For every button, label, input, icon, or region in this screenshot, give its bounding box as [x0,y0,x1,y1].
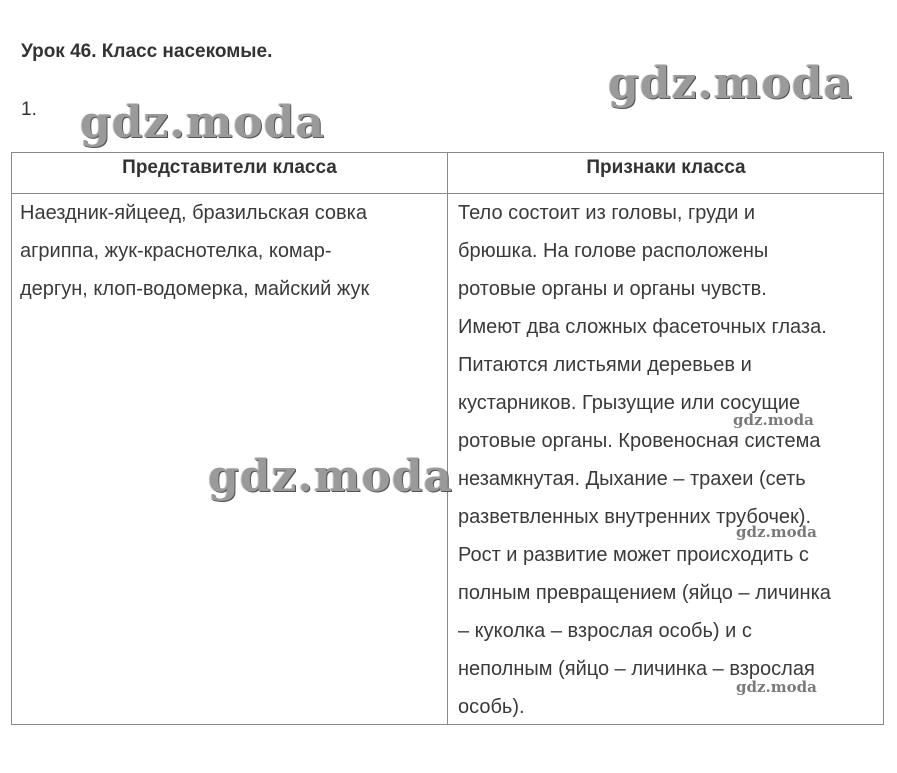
features-line: полным превращением (яйцо – личинка [458,582,831,604]
watermark-logo: gdz.moda [608,58,854,109]
representatives-cell [20,194,440,308]
column-divider [447,153,448,724]
features-cell [458,194,878,726]
watermark-logo: gdz.moda [80,97,326,148]
features-line: неполным (яйцо – личинка – взрослая [458,658,815,680]
features-line: ротовые органы и органы чувств. [458,278,767,300]
watermark-small: gdz.moda [736,678,817,696]
features-line: Питаются листьями деревьев и [458,354,752,376]
representatives-line: Наездник-яйцеед, бразильская совка [20,202,367,224]
task-number: 1. [21,99,37,120]
features-line: кустарников. Грызущие или сосущие [458,392,801,414]
features-line: особь). [458,696,525,718]
features-line: брюшка. На голове расположены [458,240,769,262]
features-line: Тело состоит из головы, груди и [458,202,756,224]
watermark-small: gdz.moda [733,411,814,429]
watermark-small: gdz.moda [736,523,817,541]
features-line: незамкнутая. Дыхание – трахеи (сеть [458,468,806,490]
insects-table [11,152,884,725]
features-line: – куколка – взрослая особь) и с [458,620,752,642]
features-line: Имеют два сложных фасеточных глаза. [458,316,827,338]
features-line: разветвленных внутренних трубочек). [458,506,812,528]
watermark-logo: gdz.moda [208,451,454,502]
features-line: ротовые органы. Кровеносная система [458,430,821,452]
representatives-line: агриппа, жук-краснотелка, комар- [20,240,332,262]
features-line: Рост и развитие может происходить с [458,544,809,566]
header-features: Признаки класса [586,157,746,178]
header-representatives: Представители класса [122,157,337,178]
representatives-line: дергун, клоп-водомерка, майский жук [20,278,370,300]
page-title: Урок 46. Класс насекомые. [21,41,273,62]
